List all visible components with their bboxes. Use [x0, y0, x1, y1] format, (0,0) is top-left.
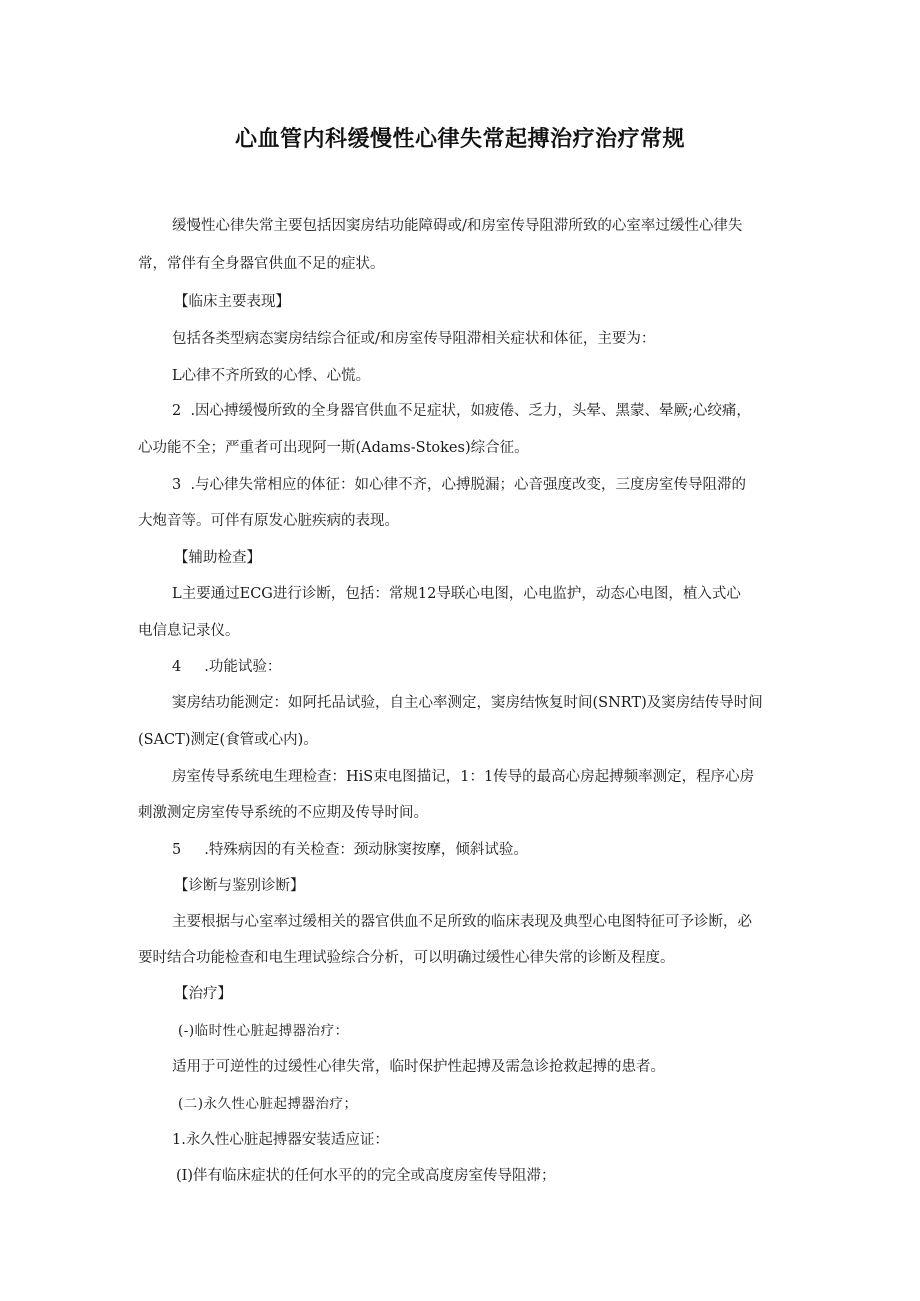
paragraph-line: 大炮音等。可伴有原发心脏疾病的表现。: [138, 513, 399, 529]
section-heading: 【治疗】: [174, 986, 232, 1002]
paragraph-line: 电信息记录仪。: [138, 623, 240, 639]
list-item: 3 .与心律失常相应的体征：如心律不齐，心搏脱漏；心音强度改变，三度房室传导阻滞的: [172, 477, 747, 493]
subsection-heading: (-)临时性心脏起搏器治疗：: [178, 1023, 349, 1039]
paragraph-line: 要时结合功能检查和电生理试验综合分析，可以明确过缓性心律失常的诊断及程度。: [138, 950, 675, 966]
list-item: (I)伴有临床症状的任何水平的的完全或高度房室传导阻滞；: [176, 1168, 556, 1184]
paragraph-line: 刺激测定房室传导系统的不应期及传导时间。: [138, 805, 428, 821]
paragraph-line: 包括各类型病态窦房结综合征或/和房室传导阻滞相关症状和体征，主要为：: [172, 331, 656, 347]
subsection-heading: (二)永久性心脏起搏器治疗；: [178, 1096, 358, 1112]
paragraph-line: (SACT)测定(食管或心内)。: [138, 732, 318, 748]
document-title: 心血管内科缓慢性心律失常起搏治疗治疗常规: [234, 127, 685, 152]
paragraph-line: 常，常伴有全身器官供血不足的症状。: [138, 256, 385, 272]
list-item: 4 .功能试验：: [172, 659, 282, 675]
list-item: 5 .特殊病因的有关检查：颈动脉窦按摩，倾斜试验。: [172, 842, 528, 858]
paragraph-line: 适用于可逆性的过缓性心律失常，临时保护性起搏及需急诊抢救起搏的患者。: [172, 1059, 665, 1075]
section-heading: 【诊断与鉴别诊断】: [174, 878, 305, 894]
list-item: L心律不齐所致的心悸、心慌。: [172, 368, 371, 384]
paragraph-line: 心功能不全；严重者可出现阿一斯(Adams-Stokes)综合征。: [138, 440, 529, 456]
section-heading: 【辅助检查】: [174, 550, 261, 566]
paragraph-line: 缓慢性心律失常主要包括因窦房结功能障碍或/和房室传导阻滞所致的心室率过缓性心律失: [172, 218, 743, 234]
list-item: 2 .因心搏缓慢所致的全身器官供血不足症状，如疲倦、乏力，头晕、黑蒙、晕厥;心绞痛，: [172, 403, 751, 419]
list-item: 1.永久性心脏起搏器安装适应证：: [172, 1132, 389, 1148]
paragraph-line: 主要根据与心室率过缓相关的器官供血不足所致的临床表现及典型心电图特征可予诊断，必: [172, 914, 752, 930]
paragraph-line: 房室传导系统电生理检查：HiS束电图描记，1：1传导的最高心房起搏频率测定，程序心房: [172, 769, 755, 785]
paragraph-line: 窦房结功能测定：如阿托品试验，自主心率测定，窦房结恢复时间(SNRT)及窦房结传导时间: [172, 695, 763, 711]
list-item: L主要通过ECG进行诊断，包括：常规12导联心电图，心电监护，动态心电图，植入式心: [172, 586, 741, 602]
section-heading: 【临床主要表现】: [174, 294, 290, 310]
